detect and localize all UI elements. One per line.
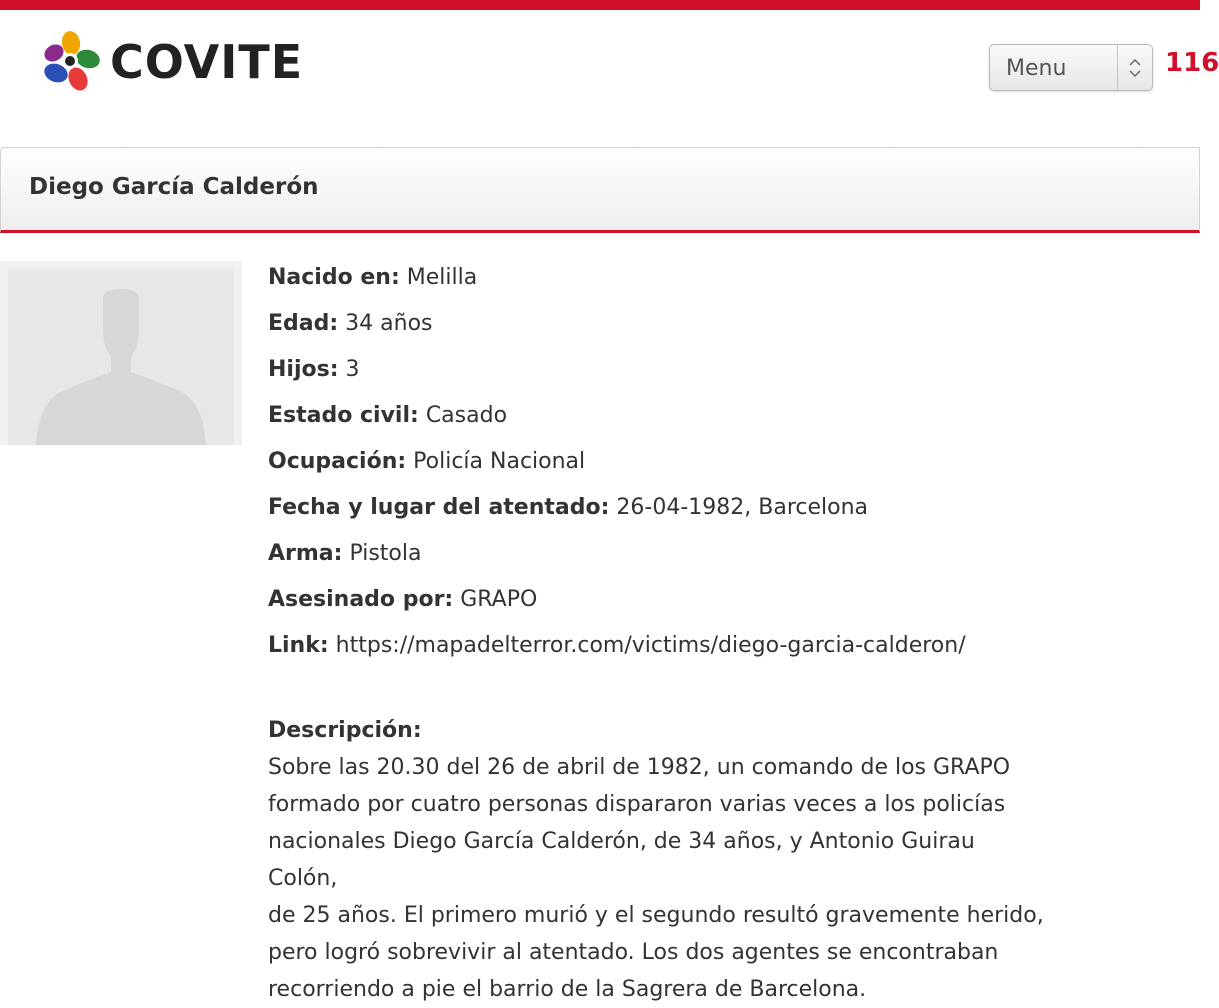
title-bar	[0, 147, 1200, 233]
covite-logo[interactable]	[38, 28, 303, 96]
info-label: Estado civil:	[268, 403, 419, 428]
person-silhouette-icon	[8, 269, 234, 445]
info-value: 34 años	[345, 311, 433, 336]
info-label: Edad:	[268, 311, 339, 336]
info-row-children	[268, 354, 966, 386]
info-row-killed-by	[268, 584, 966, 616]
info-link[interactable]: https://mapadelterror.com/victims/diego-garcia-calderon/	[335, 633, 966, 658]
description-title: Descripción:	[268, 718, 422, 743]
menu-select-label: Menu	[1006, 56, 1067, 81]
up-down-chevron-icon	[1118, 45, 1152, 90]
avatar	[0, 261, 242, 445]
description-line: nacionales Diego García Calderón, de 34 años, y Antonio Guirau Colón,	[268, 829, 975, 891]
info-row-age	[268, 308, 966, 340]
info-value: GRAPO	[460, 587, 538, 612]
info-value: 3	[345, 357, 360, 382]
info-value: Pistola	[349, 541, 422, 566]
top-accent-bar	[0, 0, 1200, 10]
info-value: Casado	[425, 403, 508, 428]
info-label: Asesinado por:	[268, 587, 454, 612]
info-label: Hijos:	[268, 357, 339, 382]
info-row-link	[268, 630, 966, 662]
info-row-weapon	[268, 538, 966, 570]
info-row-occupation	[268, 446, 966, 478]
description-line: Sobre las 20.30 del 26 de abril de 1982, un comando de los GRAPO	[268, 755, 1011, 780]
info-row-born	[268, 262, 966, 294]
description-line: de 25 años. El primero murió y el segundo resultó gravemente herido,	[268, 903, 1044, 928]
description-line: pero logró sobrevivir al atentado. Los dos agentes se encontraban	[268, 940, 999, 965]
info-value: 26-04-1982, Barcelona	[616, 495, 869, 520]
info-label: Fecha y lugar del atentado:	[268, 495, 610, 520]
corner-number: 116	[1165, 48, 1219, 78]
info-value: Policía Nacional	[413, 449, 586, 474]
info-label: Nacido en:	[268, 265, 400, 290]
description-line: formado por cuatro personas dispararon varias veces a los policías	[268, 792, 1006, 817]
description-line: recorriendo a pie el barrio de la Sagrera de Barcelona.	[268, 977, 867, 1002]
avatar-placeholder	[8, 269, 234, 445]
info-value: Melilla	[406, 265, 478, 290]
info-row-marital-status	[268, 400, 966, 432]
info-row-attack-date-place	[268, 492, 966, 524]
menu-select[interactable]	[989, 44, 1153, 91]
description	[268, 712, 1048, 1008]
logo-text: COVITE	[110, 35, 304, 89]
covite-flower-logo-icon	[38, 29, 104, 95]
page-title: Diego García Calderón	[29, 174, 319, 200]
info-label: Arma:	[268, 541, 343, 566]
victim-info-list	[268, 262, 966, 676]
info-label: Ocupación:	[268, 449, 407, 474]
info-label: Link:	[268, 633, 329, 658]
